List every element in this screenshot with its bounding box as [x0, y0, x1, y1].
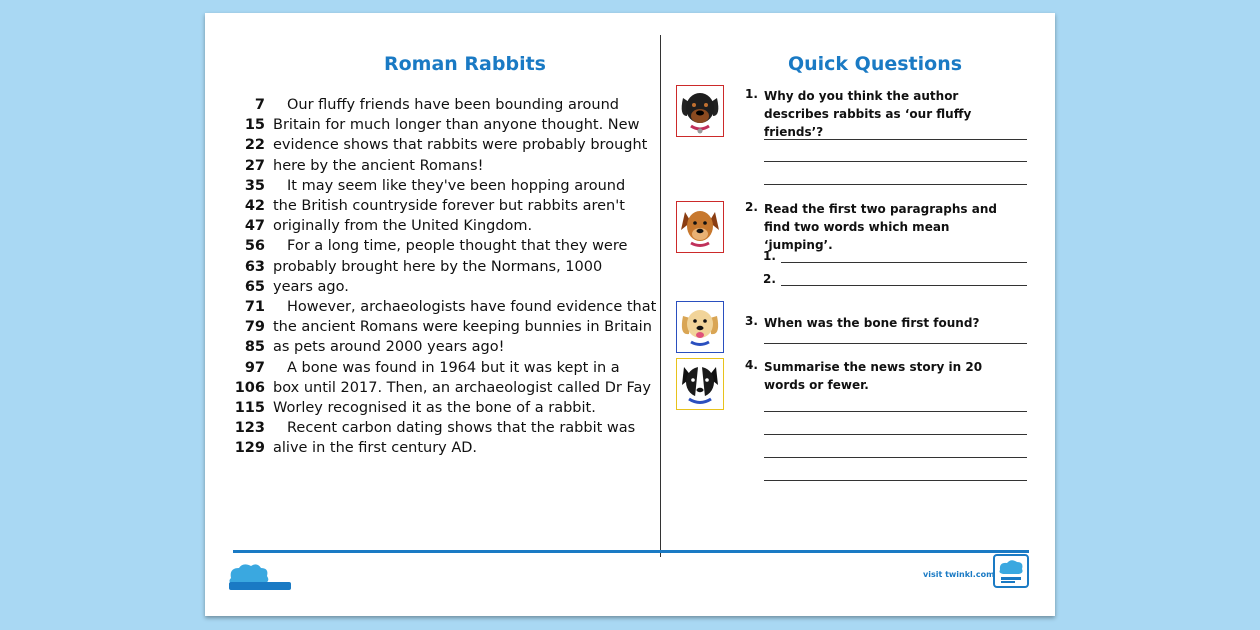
line-word-count: 42 — [244, 198, 265, 215]
story-line — [227, 176, 656, 196]
line-word-count: 65 — [244, 278, 265, 295]
line-text: years ago. — [273, 278, 349, 295]
story-line — [227, 135, 656, 155]
story-line — [227, 115, 656, 135]
line-word-count: 115 — [234, 399, 265, 416]
rottweiler-icon — [676, 85, 724, 137]
line-text: evidence shows that rabbits were probably brought — [273, 137, 648, 154]
line-text: Worley recognised it as the bone of a rabbit. — [273, 399, 596, 416]
story-line — [227, 236, 656, 256]
story-line — [227, 257, 656, 277]
terrier-icon — [676, 201, 724, 253]
worksheet: Roman Rabbits Quick Questions 7 Our fluffy friends have been bounding around 15 Britain for much longer than anyone thought. New 22 evidence shows that rabbits were probably brought 27 here by the ancient Romans! 35 It may seem like they've been hopping around 42 the British countryside forever but rabbits aren't 47 originally from the United Kingdom. 56 For a long time, people thought that they were 63 probably brought here by the Normans, 1000 65 years ago. 71 However, archaeologists have found evidence that 79 the ancient Romans were keeping bunnies in Britain 85 as pets around 2000 years ago! 97 A bone was found in 1964 but it was kept in a 106 box until 2017. Then, an archaeologist called Dr Fay 115 Worley recognised it as the bone of a rabbit. 123 Recent carbon dating shows that the rabbit was 129 alive in the first century AD. 1. Why do you think the author describes rabbits as ‘our fluffy friends’? 2. Read the first two paragraphs and find two words which mean ‘jumping’. 1. 2. 3. When was the bone first found? 4. Summarise the news story in 20 words or fewer. visit twinkl.com — [205, 13, 1055, 616]
line-word-count: 63 — [244, 258, 265, 275]
story-line — [227, 378, 656, 398]
line-word-count: 123 — [234, 420, 265, 437]
answer-label-1: 1. — [763, 249, 776, 263]
story-line — [227, 156, 656, 176]
story-line — [227, 398, 656, 418]
line-text: here by the ancient Romans! — [273, 157, 484, 174]
line-text: originally from the United Kingdom. — [273, 218, 533, 235]
golden-retriever-icon — [676, 301, 724, 353]
answer-line[interactable] — [764, 480, 1027, 481]
line-word-count: 79 — [244, 319, 265, 336]
line-word-count: 27 — [244, 157, 265, 174]
line-word-count: 85 — [244, 339, 265, 356]
twinkl-logo-icon — [225, 560, 295, 592]
story-line — [227, 95, 656, 115]
line-text: A bone was found in 1964 but it was kept in a — [287, 359, 620, 376]
story-line — [227, 438, 656, 458]
line-text: However, archaeologists have found evidence that — [287, 298, 657, 315]
story-title: Roman Rabbits — [383, 53, 546, 75]
line-text: Our fluffy friends have been bounding around — [287, 97, 619, 114]
answer-line[interactable] — [764, 457, 1027, 458]
line-text: the British countryside forever but rabbits aren't — [273, 198, 625, 215]
story-line — [227, 317, 656, 337]
story-line — [227, 418, 656, 438]
story-line — [227, 357, 656, 377]
footer-link[interactable]: visit twinkl.com — [923, 570, 995, 579]
column-divider — [660, 35, 661, 557]
line-text: It may seem like they've been hopping around — [287, 177, 626, 194]
line-text: the ancient Romans were keeping bunnies in Britain — [273, 319, 652, 336]
line-word-count: 7 — [254, 97, 265, 114]
answer-line[interactable] — [764, 343, 1027, 344]
story-text — [227, 95, 656, 458]
answer-label-2: 2. — [763, 272, 776, 286]
line-word-count: 129 — [234, 440, 265, 457]
footer-rule — [233, 550, 1029, 553]
line-word-count: 15 — [244, 117, 265, 134]
line-text: Recent carbon dating shows that the rabbit was — [287, 420, 636, 437]
questions-title: Quick Questions — [787, 53, 963, 75]
line-word-count: 106 — [234, 379, 265, 396]
story-line — [227, 216, 656, 236]
answer-line[interactable] — [764, 434, 1027, 435]
answer-line[interactable] — [764, 184, 1027, 185]
line-word-count: 56 — [244, 238, 265, 255]
line-text: For a long time, people thought that they were — [287, 238, 628, 255]
line-text: Britain for much longer than anyone thought. New — [273, 117, 640, 134]
line-text: box until 2017. Then, an archaeologist called Dr Fay — [273, 379, 651, 396]
answer-line[interactable] — [764, 161, 1027, 162]
answer-line[interactable] — [764, 139, 1027, 140]
answer-line[interactable] — [781, 285, 1027, 286]
line-word-count: 97 — [244, 359, 265, 376]
line-word-count: 71 — [244, 298, 265, 315]
line-text: as pets around 2000 years ago! — [273, 339, 505, 356]
line-word-count: 35 — [244, 177, 265, 194]
line-word-count: 22 — [244, 137, 265, 154]
line-text: probably brought here by the Normans, 1000 — [273, 258, 603, 275]
story-line — [227, 337, 656, 357]
line-word-count: 47 — [244, 218, 265, 235]
story-line — [227, 277, 656, 297]
story-line — [227, 196, 656, 216]
answer-line[interactable] — [781, 262, 1027, 263]
twinkl-badge-icon — [993, 554, 1029, 588]
story-line — [227, 297, 656, 317]
line-text: alive in the first century AD. — [273, 440, 478, 457]
collie-icon — [676, 358, 724, 410]
answer-line[interactable] — [764, 411, 1027, 412]
